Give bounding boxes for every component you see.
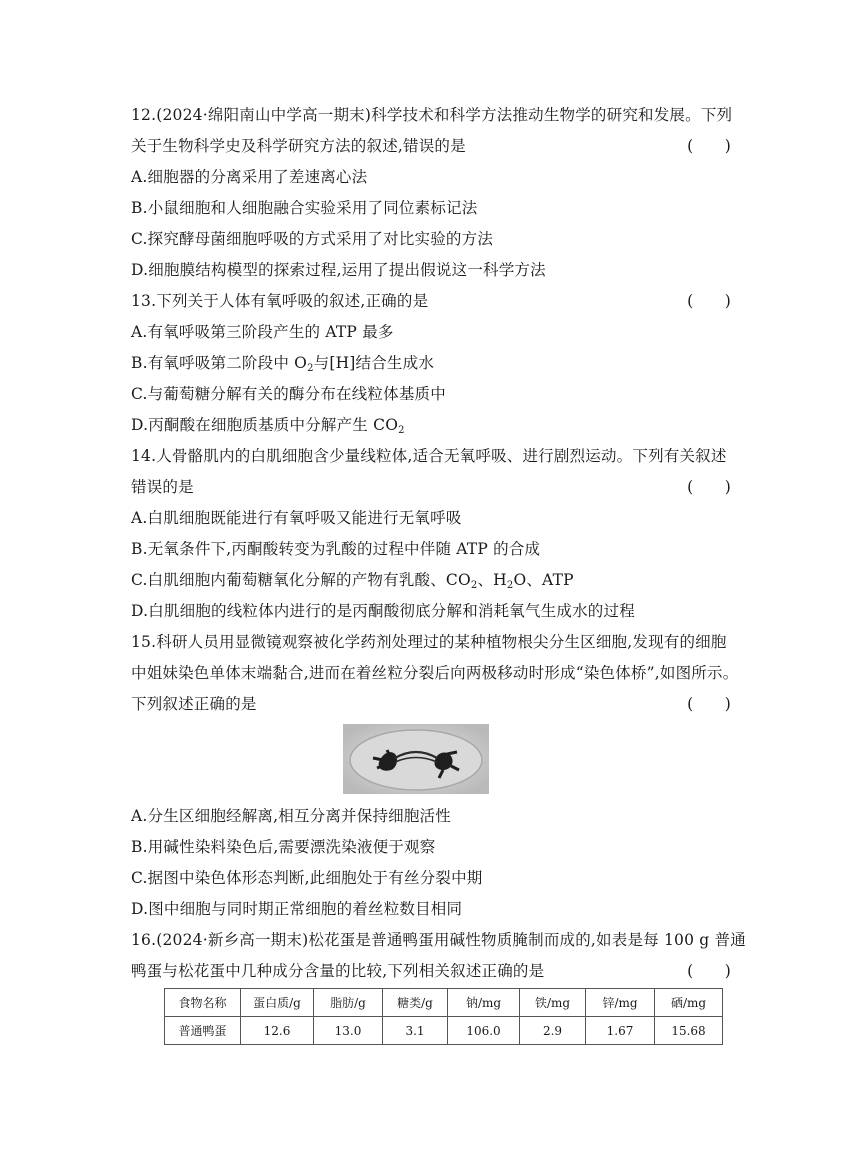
nutrition-table [164, 988, 723, 1045]
q15-stem-line3 [131, 694, 731, 714]
q15-option-c: C.据图中染色体形态判断,此细胞处于有丝分裂中期 [131, 869, 483, 887]
q14-stem-line1: 14.人骨骼肌内的白肌细胞含少量线粒体,适合无氧呼吸、进行剧烈运动。下列有关叙述 [131, 447, 727, 465]
q15-option-a: A.分生区细胞经解离,相互分离并保持细胞活性 [131, 807, 451, 825]
q12-option-b: B.小鼠细胞和人细胞融合实验采用了同位素标记法 [131, 199, 478, 217]
micrograph-image [343, 724, 489, 794]
q13-option-b-pre: B.有氧呼吸第二阶段中 O [131, 354, 308, 372]
table-header-cell: 糖类/g [383, 989, 448, 1017]
q13-option-a: A.有氧呼吸第三阶段产生的 ATP 最多 [131, 323, 394, 341]
q14-answer-blank: ( ) [687, 478, 731, 496]
table-header-cell: 脂肪/g [314, 989, 383, 1017]
table-header-row [165, 989, 723, 1017]
table-header-cell: 食物名称 [165, 989, 241, 1017]
q13-stem-line [131, 291, 731, 311]
q14-option-c-post: O、ATP [513, 571, 574, 589]
q15-stem-line2: 中姐妹染色单体末端黏合,进而在着丝粒分裂后向两极移动时形成“染色体桥”,如图所示。 [131, 664, 739, 682]
q15-stem-text: 下列叙述正确的是 [131, 695, 257, 713]
q16-stem-line1: 16.(2024·新乡高一期末)松花蛋是普通鸭蛋用碱性物质腌制而成的,如表是每 100 g 普通 [131, 931, 746, 949]
table-cell: 12.6 [241, 1017, 314, 1045]
table-header-cell: 锌/mg [586, 989, 655, 1017]
table-cell: 普通鸭蛋 [165, 1017, 241, 1045]
q14-option-d: D.白肌细胞的线粒体内进行的是丙酮酸彻底分解和消耗氧气生成水的过程 [131, 602, 635, 620]
q13-option-d-pre: D.丙酮酸在细胞质基质中分解产生 CO [131, 416, 399, 434]
table-cell: 2.9 [520, 1017, 586, 1045]
table-row [165, 1017, 723, 1045]
table-cell: 1.67 [586, 1017, 655, 1045]
q14-option-b: B.无氧条件下,丙酮酸转变为乳酸的过程中伴随 ATP 的合成 [131, 540, 541, 558]
q12-option-c: C.探究酵母菌细胞呼吸的方式采用了对比实验的方法 [131, 230, 494, 248]
q15-answer-blank: ( ) [687, 695, 731, 713]
q15-stem-line1: 15.科研人员用显微镜观察被化学药剂处理过的某种植物根尖分生区细胞,发现有的细胞 [131, 633, 727, 651]
q13-answer-blank: ( ) [687, 292, 731, 310]
q12-option-d: D.细胞膜结构模型的探索过程,运用了提出假说这一科学方法 [131, 261, 546, 279]
q14-option-c-pre: C.白肌细胞内葡萄糖氧化分解的产物有乳酸、CO [131, 571, 471, 589]
table-cell: 3.1 [383, 1017, 448, 1045]
q12-stem-line1: 12.(2024·绵阳南山中学高一期末)科学技术和科学方法推动生物学的研究和发展。下列 [131, 106, 733, 124]
table-header-cell: 蛋白质/g [241, 989, 314, 1017]
q13-option-c: C.与葡萄糖分解有关的酶分布在线粒体基质中 [131, 385, 446, 403]
q14-stem-text: 错误的是 [131, 478, 194, 496]
table-cell: 106.0 [448, 1017, 520, 1045]
q16-answer-blank: ( ) [687, 962, 731, 980]
q16-stem-line2 [131, 961, 731, 981]
q13-option-b [131, 353, 731, 373]
q14-option-a: A.白肌细胞既能进行有氧呼吸又能进行无氧呼吸 [131, 509, 462, 527]
q12-answer-blank: ( ) [687, 137, 731, 155]
q14-option-c-sub2: 2 [506, 580, 514, 591]
table-header-cell: 钠/mg [448, 989, 520, 1017]
table-cell: 13.0 [314, 1017, 383, 1045]
table-cell: 15.68 [655, 1017, 723, 1045]
q14-stem-line2 [131, 477, 731, 497]
chromosome-bridge-micrograph [343, 724, 489, 794]
q14-option-c-sub1: 2 [470, 580, 478, 591]
q15-option-b: B.用碱性染料染色后,需要漂洗染液便于观察 [131, 838, 436, 856]
q12-stem-text: 关于生物科学史及科学研究方法的叙述,错误的是 [131, 137, 466, 155]
q16-stem-text: 鸭蛋与松花蛋中几种成分含量的比较,下列相关叙述正确的是 [131, 962, 545, 980]
q15-option-d: D.图中细胞与同时期正常细胞的着丝粒数目相同 [131, 900, 463, 918]
q14-option-c [131, 570, 731, 590]
q13-stem-text: 13.下列关于人体有氧呼吸的叙述,正确的是 [131, 292, 429, 310]
q12-option-a: A.细胞器的分离采用了差速离心法 [131, 168, 368, 186]
q13-option-b-post: 与[H]结合生成水 [313, 354, 435, 372]
q14-option-c-mid: 、H [477, 571, 507, 589]
table-header-cell: 硒/mg [655, 989, 723, 1017]
q12-stem-line2 [131, 136, 731, 156]
q13-option-d-sub: 2 [398, 425, 405, 436]
table-header-cell: 铁/mg [520, 989, 586, 1017]
q13-option-d [131, 415, 731, 435]
q13-option-b-sub: 2 [307, 363, 314, 374]
